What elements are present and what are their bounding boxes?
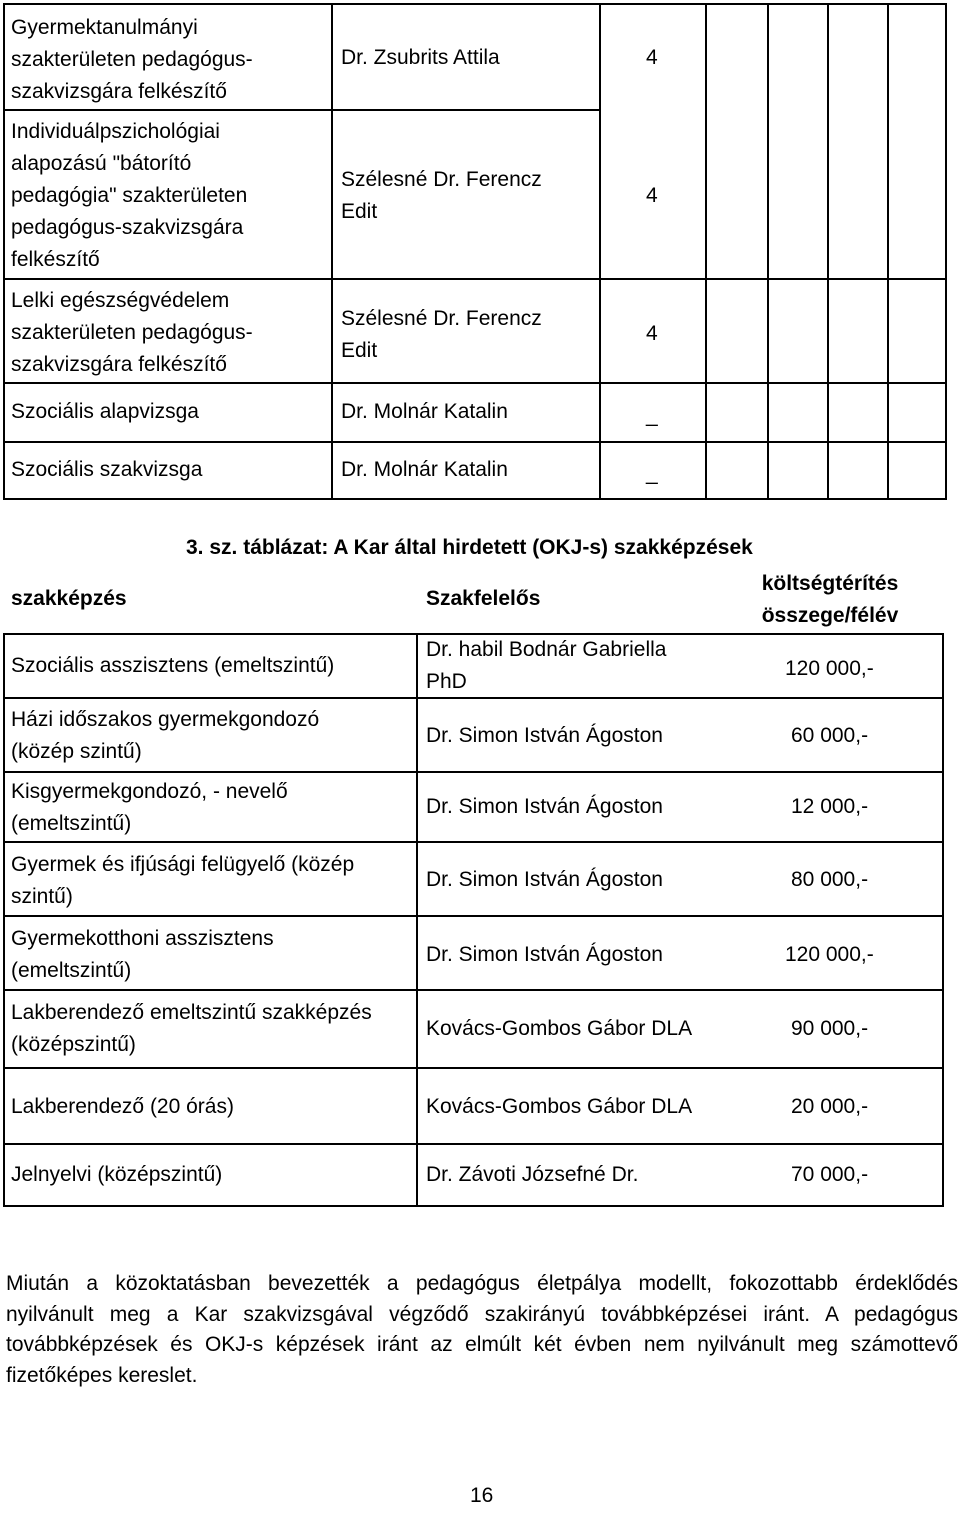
table-row-person: Dr. Závoti Józsefné Dr. xyxy=(426,1163,639,1186)
column-header-szakkepzes: szakképzés xyxy=(11,587,127,610)
table-row-name: Individuálpszichológiai alapozású "bátorító pedagógia" szakterületen pedagógus-szakvizsgára felkészítő xyxy=(11,120,248,271)
table-row-name: Lakberendező emeltszintű szakképzés (középszintű) xyxy=(11,1001,372,1056)
table-row-name: Lakberendező (20 órás) xyxy=(11,1095,234,1118)
table-row-cost: 60 000,- xyxy=(791,724,869,747)
table-row-person: Szélesné Dr. Ferencz Edit xyxy=(341,168,542,223)
table-row-name: Gyermek és ifjúsági felügyelő (közép szintű) xyxy=(11,853,355,908)
table-row-name: Szociális alapvizsga xyxy=(11,400,199,423)
table-row-person: Kovács-Gombos Gábor DLA xyxy=(426,1017,693,1040)
table-row-cost: 12 000,- xyxy=(791,795,869,818)
table-row-person: Dr. Zsubrits Attila xyxy=(341,46,500,69)
page-number: 16 xyxy=(470,1484,494,1507)
table-row-cost: 120 000,- xyxy=(785,657,874,680)
table-row-person: Dr. Molnár Katalin xyxy=(341,458,508,481)
table-row-name: Gyermektanulmányi szakterületen pedagógus- szakvizsgára felkészítő xyxy=(11,16,253,103)
table-row-name: Jelnyelvi (középszintű) xyxy=(11,1163,223,1186)
table-row-name: Gyermekotthoni asszisztens (emeltszintű) xyxy=(11,927,274,982)
table-row-person: Szélesné Dr. Ferencz Edit xyxy=(341,307,542,362)
column-header-koltsegterites: költségtérítés összege/félév xyxy=(761,572,899,627)
table-row-person: Dr. Simon István Ágoston xyxy=(426,795,663,818)
table-row-person: Dr. Simon István Ágoston xyxy=(426,868,663,891)
table-row-cost: 70 000,- xyxy=(791,1163,869,1186)
table-row-value: 4 xyxy=(646,322,658,345)
table-row-value: _ xyxy=(646,462,658,485)
table-row-name: Szociális asszisztens (emeltszintű) xyxy=(11,654,335,677)
table-row-value: 4 xyxy=(646,46,658,69)
table-row-person: Dr. habil Bodnár Gabriella PhD xyxy=(426,638,667,693)
table-row-cost: 20 000,- xyxy=(791,1095,869,1118)
table-row-cost: 120 000,- xyxy=(785,943,874,966)
table-row-value: 4 xyxy=(646,184,658,207)
table-row-person: Kovács-Gombos Gábor DLA xyxy=(426,1095,693,1118)
table-row-cost: 80 000,- xyxy=(791,868,869,891)
table-caption: 3. sz. táblázat: A Kar által hirdetett (OKJ-s) szakképzések xyxy=(186,536,753,559)
table-row-person: Dr. Simon István Ágoston xyxy=(426,943,663,966)
column-header-szakfelelos: Szakfelelős xyxy=(426,587,541,610)
table-row-cost: 90 000,- xyxy=(791,1017,869,1040)
table-row-value: _ xyxy=(646,404,658,427)
table-row-person: Dr. Molnár Katalin xyxy=(341,400,508,423)
table-row-name: Kisgyermekgondozó, - nevelő (emeltszintű) xyxy=(11,780,288,835)
table-row-name: Házi időszakos gyermekgondozó (közép szintű) xyxy=(11,708,320,763)
body-paragraph: Miután a közoktatásban bevezették a pedagógus életpálya modellt, fokozottabb érdeklődés nyilvánult meg a Kar szakvizsgával végződő szakirányú továbbképzései iránt. A pedagógus továbbképzések és OKJ-s képzések iránt az elmúlt két évben nem nyilvánult meg számottevő fizetőképes kereslet. xyxy=(6,1272,958,1387)
table-row-person: Dr. Simon István Ágoston xyxy=(426,724,663,747)
table-row-name: Lelki egészségvédelem szakterületen pedagógus- szakvizsgára felkészítő xyxy=(11,289,253,376)
table-row-name: Szociális szakvizsga xyxy=(11,458,203,481)
